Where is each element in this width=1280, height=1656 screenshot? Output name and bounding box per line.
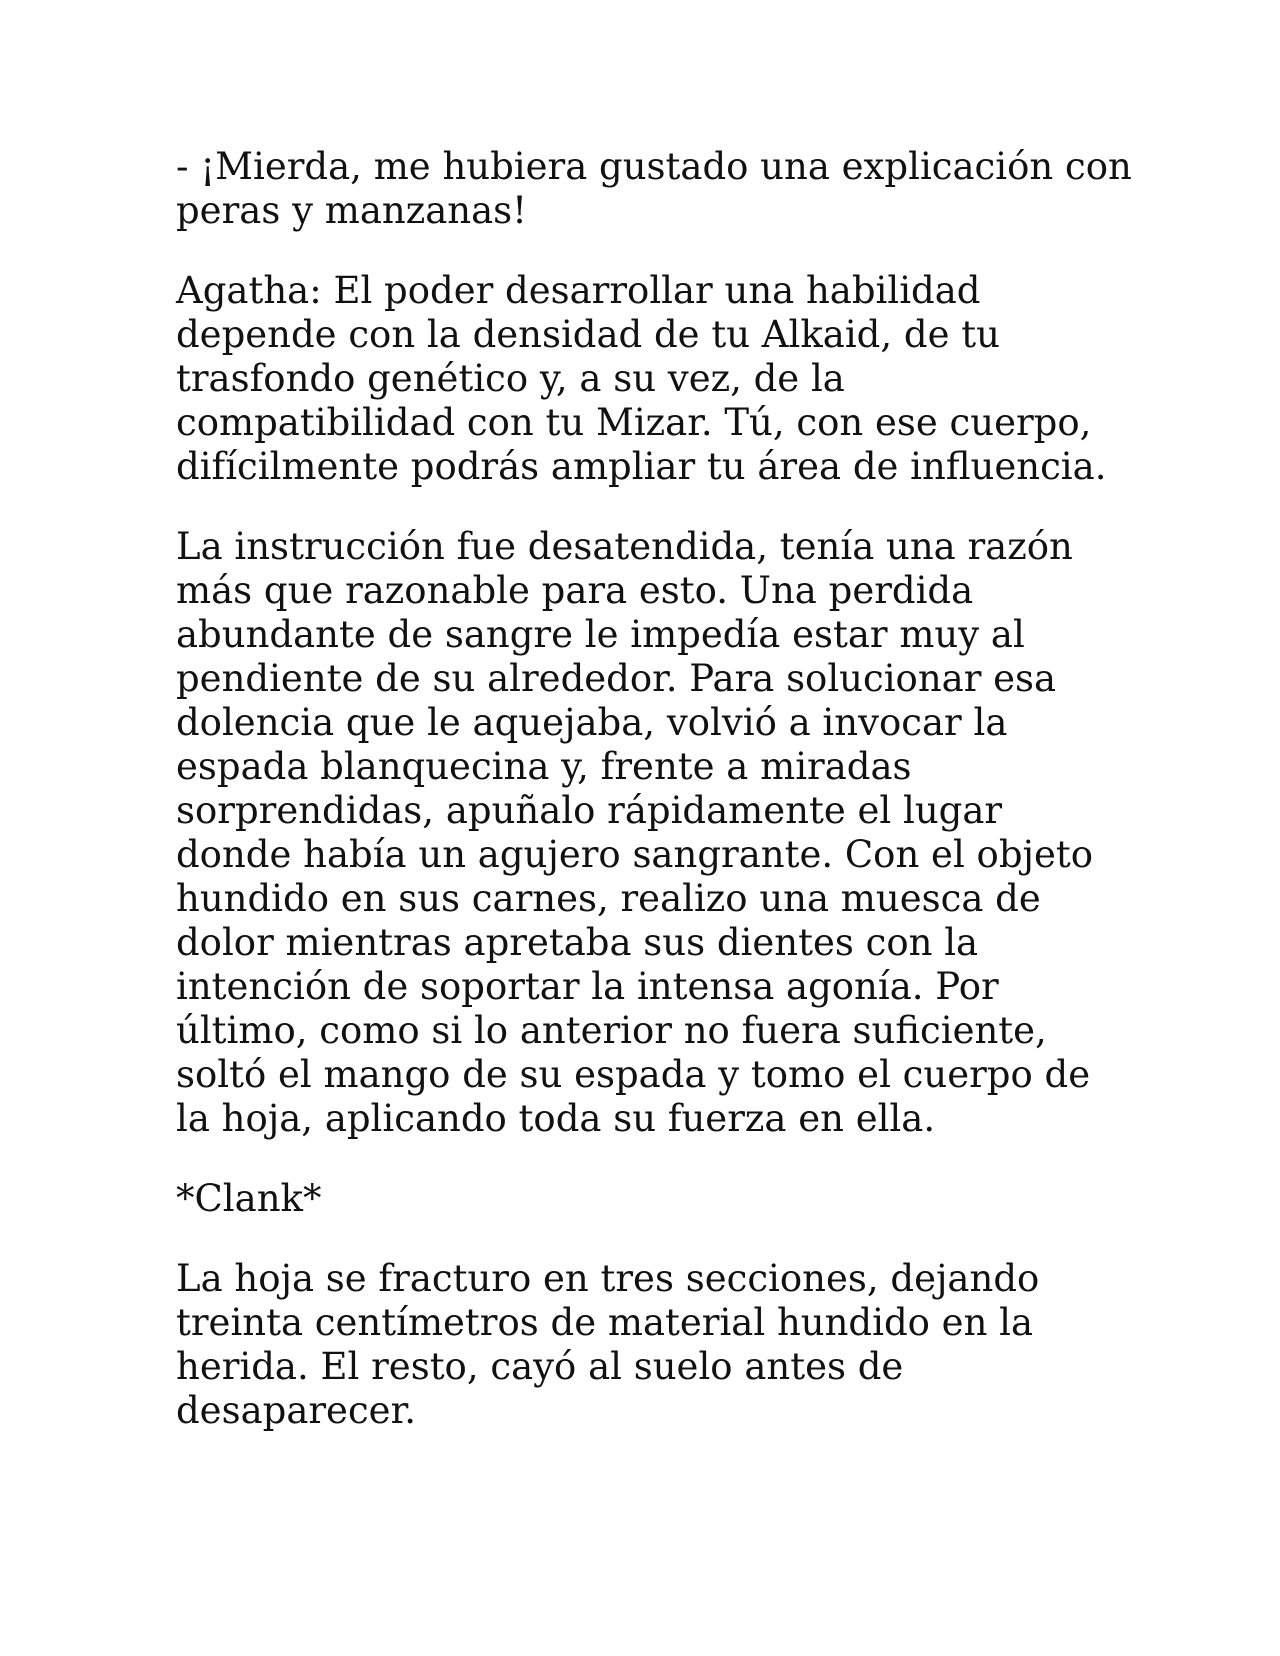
text-body bbox=[176, 145, 1136, 1469]
paragraph-dialogue-agatha: Agatha: El poder desarrollar una habilidad depende con la densidad de tu Alkaid, de tu trasfondo genético y, a su vez, de la compatibilidad con tu Mizar. Tú, con ese cuerpo, difícilmente podrás ampliar tu área de influencia. bbox=[176, 269, 1107, 488]
paragraph-dialogue-1: - ¡Mierda, me hubiera gustado una explicación con peras y manzanas! bbox=[176, 145, 1132, 232]
paragraph-narration-2: La hoja se fracturo en tres secciones, dejando treinta centímetros de material hundido en la herida. El resto, cayó al suelo antes de desaparecer. bbox=[176, 1257, 1040, 1432]
paragraph-sound-effect: *Clank* bbox=[176, 1177, 322, 1220]
paragraph-narration-1: La instrucción fue desatendida, tenía una razón más que razonable para esto. Una perdida abundante de sangre le impedía estar muy al pendiente de su alrededor. Para solucionar esa dolencia que le aquejaba, volvió a invocar la espada blanquecina y, frente a miradas sorprendidas, apuñalo rápidamente el lugar donde había un agujero sangrante. Con el objeto hundido en sus carnes, realizo una muesca de dolor mientras apretaba sus dientes con la intención de soportar la intensa agonía. Por último, como si lo anterior no fuera suficiente, soltó el mango de su espada y tomo el cuerpo de la hoja, aplicando toda su fuerza en ella. bbox=[176, 525, 1094, 1140]
